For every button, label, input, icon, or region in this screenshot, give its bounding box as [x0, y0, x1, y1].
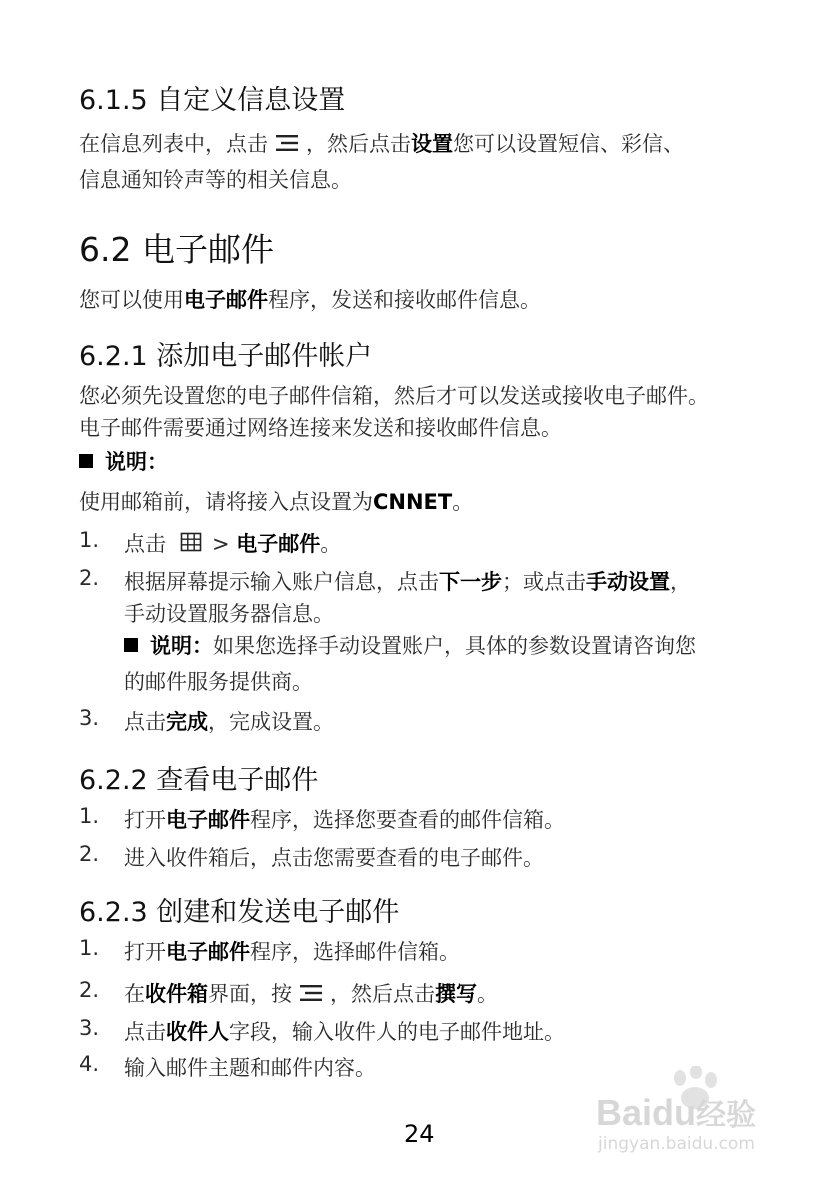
- step-number: 2.: [79, 842, 100, 866]
- step-number: 3.: [79, 1016, 100, 1040]
- step-number: 1.: [79, 804, 100, 828]
- note-square-icon: [124, 638, 138, 652]
- step-number: 3.: [79, 706, 100, 730]
- section-6-2-3-title: 6.2.3 创建和发送电子邮件: [79, 897, 400, 928]
- step-number: 2.: [79, 566, 100, 590]
- step-2-note-line-2: 的邮件服务提供商。: [124, 670, 313, 694]
- section-6-1-5-line-2: 信息通知铃声等的相关信息。: [79, 168, 352, 192]
- compose-step-1: 打开电子邮件程序，选择邮件信箱。: [124, 940, 460, 964]
- note-square-icon: [79, 454, 93, 468]
- view-step-1: 打开电子邮件程序，选择您要查看的邮件信箱。: [124, 808, 565, 832]
- step-number: 1.: [79, 936, 100, 960]
- compose-step-2: 在收件箱界面，按 ，然后点击撰写。: [124, 982, 498, 1006]
- compose-step-3: 点击收件人字段，输入收件人的电子邮件地址。: [124, 1020, 565, 1044]
- note-heading: 说明：: [79, 446, 168, 476]
- page-number: 24: [404, 1120, 435, 1148]
- section-6-2-1-line-1: 您必须先设置您的电子邮件信箱，然后才可以发送或接收电子邮件。: [79, 384, 709, 408]
- step-1-text: 点击 > 电子邮件。: [124, 532, 342, 556]
- note-text: 使用邮箱前，请将接入点设置为CNNET。: [79, 490, 474, 514]
- section-6-2-intro: 您可以使用电子邮件程序，发送和接收邮件信息。: [79, 288, 541, 312]
- section-6-2-title: 6.2 电子邮件: [79, 230, 274, 269]
- section-6-1-5-title: 6.1.5 自定义信息设置: [79, 85, 346, 116]
- step-number: 4.: [79, 1052, 100, 1076]
- section-6-2-1-line-2: 电子邮件需要通过网络连接来发送和接收邮件信息。: [79, 416, 562, 440]
- step-2-line-1: 根据屏幕提示输入账户信息，点击下一步；或点击手动设置，: [124, 570, 691, 594]
- section-6-1-5-line-1: 在信息列表中，点击 ，然后点击设置您可以设置短信、彩信、: [79, 132, 684, 156]
- menu-icon: [274, 133, 300, 153]
- grid-icon: [180, 532, 202, 552]
- view-step-2: 进入收件箱后，点击您需要查看的电子邮件。: [124, 846, 544, 870]
- step-2-line-2: 手动设置服务器信息。: [124, 602, 334, 626]
- menu-icon: [298, 983, 324, 1003]
- compose-step-4: 输入邮件主题和邮件内容。: [124, 1056, 376, 1080]
- step-3-text: 点击完成，完成设置。: [124, 710, 334, 734]
- section-6-2-2-title: 6.2.2 查看电子邮件: [79, 765, 319, 796]
- step-2-note-line-1: 说明：如果您选择手动设置账户，具体的参数设置请咨询您: [124, 630, 696, 660]
- step-number: 2.: [79, 978, 100, 1002]
- baidu-watermark: Baidu经验 jingyan.baidu.com: [596, 1066, 796, 1166]
- step-number: 1.: [79, 528, 100, 552]
- section-6-2-1-title: 6.2.1 添加电子邮件帐户: [79, 341, 373, 372]
